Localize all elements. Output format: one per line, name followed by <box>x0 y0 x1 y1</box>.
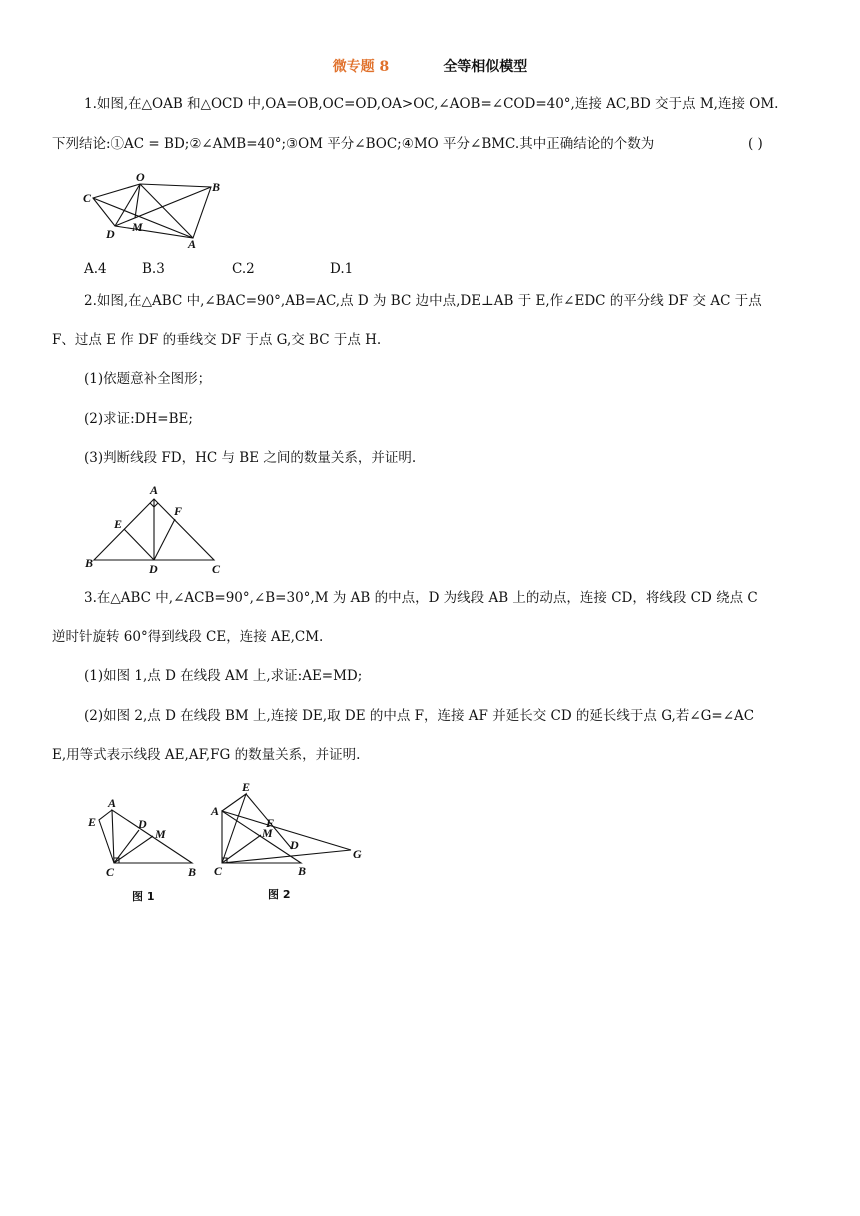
q1-stem-line1: 1.如图,在△OAB 和△OCD 中,OA=OB,OC=OD,OA>OC,∠AOB=∠COD=40°,连接 AC,BD 交于点 M,连接 OM. <box>84 96 779 112</box>
q2-label-e: E <box>114 517 123 531</box>
q2-figure <box>82 482 232 577</box>
q2-sub1: (1)依题意补全图形； <box>84 371 212 387</box>
q1-option-a: A.4 <box>84 261 107 277</box>
q1-option-b: B.3 <box>142 261 165 277</box>
q3-fig2-label-m: M <box>262 826 273 840</box>
q1-option-d: D.1 <box>330 261 354 277</box>
q3-fig1-label-e: E <box>88 815 97 829</box>
q3-fig1-label-d: D <box>138 817 147 831</box>
q3-stem-line1: 3.在△ABC 中,∠ACB=90°,∠B=30°,M 为 AB 的中点，D 为线段 AB 上的动点，连接 CD，将线段 CD 绕点 C <box>84 590 758 606</box>
q1-figure <box>80 168 230 253</box>
q3-sub1: (1)如图 1,点 D 在线段 AM 上,求证:AE=MD; <box>84 668 363 684</box>
q3-figure-2 <box>206 780 366 905</box>
q3-fig2-caption: 图 2 <box>268 888 291 901</box>
q2-label-d: D <box>149 562 158 576</box>
page-title <box>0 56 860 76</box>
q2-label-a: A <box>150 483 159 497</box>
q3-fig1-label-m: M <box>155 827 166 841</box>
q3-fig1-label-c: C <box>106 865 115 879</box>
q3-sub2-line1: (2)如图 2,点 D 在线段 BM 上,连接 DE,取 DE 的中点 F，连接 AF 并延长交 CD 的延长线于点 G,若∠G=∠AC <box>84 708 755 724</box>
q3-fig2-label-e: E <box>242 780 251 794</box>
q1-label-b: B <box>212 180 221 194</box>
q2-label-f: F <box>174 504 183 518</box>
q2-label-b: B <box>85 556 94 570</box>
q1-label-a: A <box>188 237 197 251</box>
q3-stem-line2: 逆时针旋转 60°得到线段 CE，连接 AE,CM. <box>52 629 324 645</box>
q2-stem-line2: F、过点 E 作 DF 的垂线交 DF 于点 G,交 BC 于点 H. <box>52 332 382 348</box>
q3-fig1-label-b: B <box>188 865 197 879</box>
q2-stem-line1: 2.如图,在△ABC 中,∠BAC=90°,AB=AC,点 D 为 BC 边中点,DE⊥AB 于 E,作∠EDC 的平分线 DF 交 AC 于点 <box>84 293 762 309</box>
q1-label-m: M <box>132 220 143 234</box>
q2-sub3: (3)判断线段 FD，HC 与 BE 之间的数量关系，并证明. <box>84 450 417 466</box>
q1-option-c: C.2 <box>232 261 255 277</box>
q3-fig2-label-b: B <box>298 864 307 878</box>
q1-stem-line2: 下列结论:①AC = BD;②∠AMB=40°;③OM 平分∠BOC;④MO 平分∠BMC.其中正确结论的个数为 <box>52 136 655 152</box>
q1-label-c: C <box>83 191 92 205</box>
q3-fig2-label-c: C <box>214 864 223 878</box>
q1-label-o: O <box>136 170 145 184</box>
q3-sub2-line2: E,用等式表示线段 AE,AF,FG 的数量关系，并证明. <box>52 747 361 763</box>
q3-fig2-label-f: F <box>266 816 275 830</box>
q3-fig2-label-a: A <box>211 804 220 818</box>
q3-fig1-label-a: A <box>108 796 117 810</box>
q1-label-d: D <box>106 227 115 241</box>
title-prefix: 微专题 8 <box>332 59 390 75</box>
q3-fig1-caption: 图 1 <box>132 890 155 903</box>
q3-fig2-label-d: D <box>290 838 299 852</box>
q2-sub2: (2)求证:DH=BE; <box>84 411 193 427</box>
q1-answer-bracket: ( ) <box>748 136 763 152</box>
title-name: 全等相似模型 <box>443 59 528 75</box>
q3-figure-1 <box>84 796 204 906</box>
q2-label-c: C <box>212 562 221 576</box>
q3-fig2-label-g: G <box>353 847 362 861</box>
